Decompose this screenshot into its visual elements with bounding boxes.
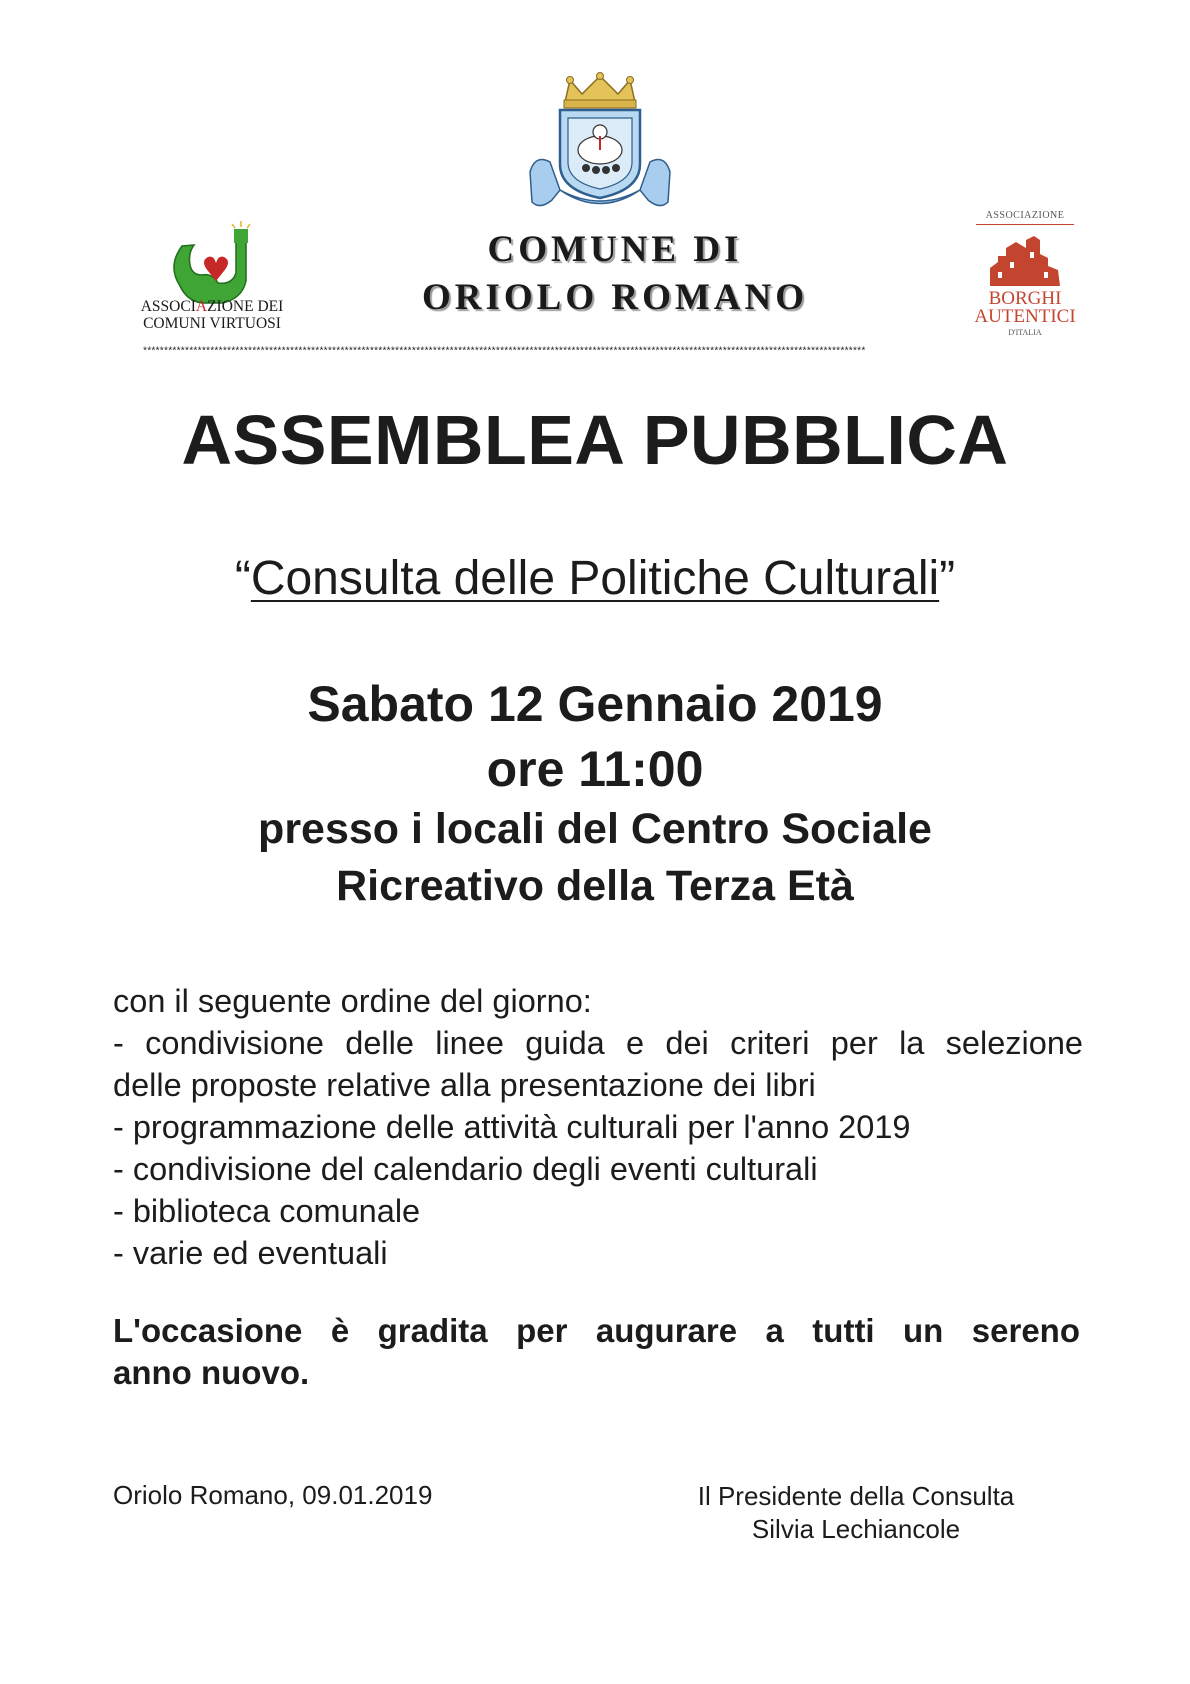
subtitle: “Consulta delle Politiche Culturali” (234, 552, 956, 605)
separator-line: **************************************************************************************************************************************************************************** (142, 347, 865, 358)
municipality-line-1: COMUNE DI (487, 229, 743, 270)
agenda-item: - programmazione delle attività culturali per l'anno 2019 (113, 1109, 911, 1145)
event-place-line1: presso i locali del Centro Sociale (258, 805, 932, 853)
agenda-item: - condivisione delle linee guida e dei criteri per la selezione (113, 1025, 1083, 1061)
agenda-item-continuation: delle proposte relative alla presentazione dei libri (113, 1067, 816, 1103)
borghi-autentici-logo (970, 210, 1080, 342)
signature-block (660, 1480, 1052, 1546)
left-logo-text-line2: COMUNI VIRTUOSI (143, 315, 281, 332)
event-time: ore 11:00 (486, 741, 704, 797)
village-icon (986, 232, 1064, 288)
closing-line2: anno nuovo. (113, 1354, 310, 1391)
right-logo-top-text: ASSOCIAZIONE (985, 210, 1065, 221)
place-date: Oriolo Romano, 09.01.2019 (113, 1480, 433, 1510)
agenda-item: - condivisione del calendario degli eventi culturali (113, 1151, 818, 1187)
subtitle-underlined-text: Consulta delle Politiche Culturali (250, 552, 940, 605)
municipal-crest-logo (520, 72, 680, 212)
signature-title: Il Presidente della Consulta (697, 1481, 1015, 1511)
agenda (113, 980, 1083, 1274)
right-logo-line1: BORGHI (988, 288, 1062, 309)
agenda-item: - varie ed eventuali (113, 1235, 388, 1271)
closing-message (113, 1310, 1080, 1394)
page-title: ASSEMBLEA PUBBLICA (181, 401, 1009, 479)
left-logo-text-line1: ASSOCIAZIONE DEI (140, 298, 284, 315)
signature-name: Silvia Lechiancole (751, 1514, 961, 1544)
event-place-line2: Ricreativo della Terza Età (336, 862, 854, 910)
closing-line1: L'occasione è gradita per augurare a tutti un sereno (113, 1312, 1080, 1349)
right-logo-bottom-text: D'ITALIA (1008, 328, 1042, 337)
event-date: Sabato 12 Gennaio 2019 (307, 676, 883, 732)
municipality-line-2: ORIOLO ROMANO (421, 277, 809, 318)
right-logo-line2: AUTENTICI (974, 306, 1076, 327)
agenda-intro: con il seguente ordine del giorno: (113, 983, 592, 1019)
sun-icon (232, 221, 250, 228)
crown-icon (564, 73, 636, 109)
agenda-item: - biblioteca comunale (113, 1193, 421, 1229)
